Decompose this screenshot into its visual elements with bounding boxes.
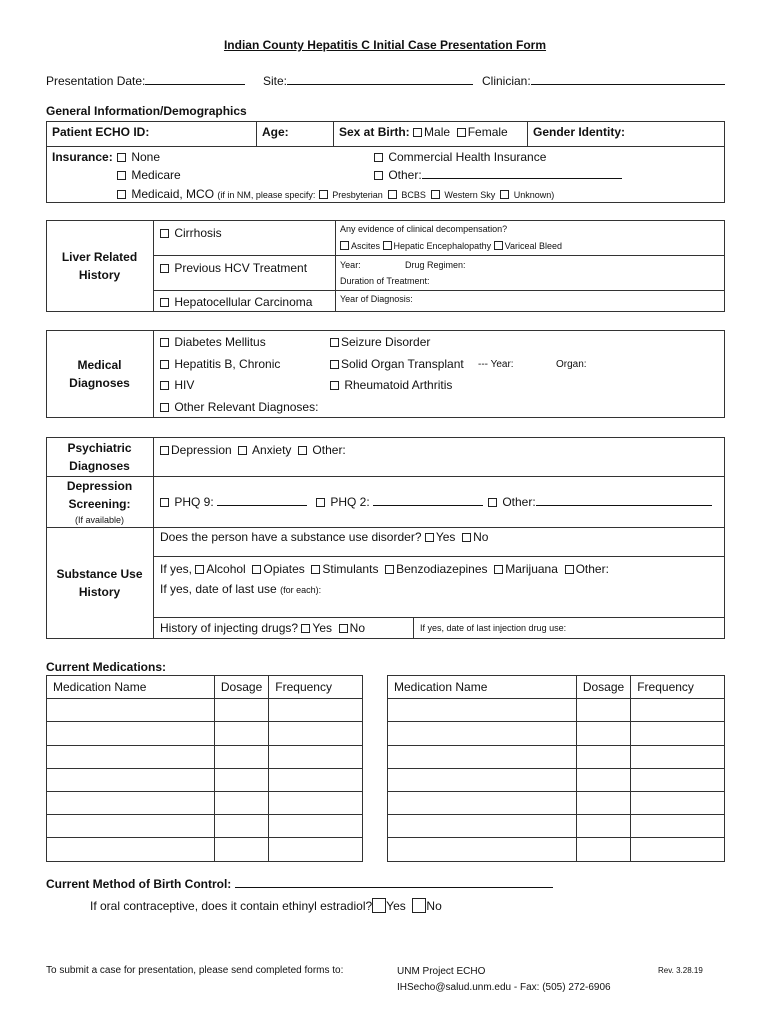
- revision-date: Rev. 3.28.19: [658, 966, 703, 975]
- ra-option[interactable]: [330, 378, 452, 392]
- hiv-label: HIV: [174, 378, 195, 392]
- screening-other-label: Other:: [502, 495, 536, 509]
- hcc-option[interactable]: [160, 295, 312, 309]
- phq2-label: PHQ 2:: [330, 495, 370, 509]
- male-label: Male: [424, 125, 451, 139]
- substance-yes-label: Yes: [435, 530, 456, 544]
- screening-label-3: (If available): [74, 515, 125, 525]
- contact-info: IHSecho@salud.unm.edu - Fax: (505) 272-6906: [397, 982, 611, 993]
- prev-hcv-checkbox[interactable]: [160, 264, 169, 273]
- seizure-option[interactable]: [330, 335, 430, 349]
- western-sky-checkbox[interactable]: [431, 190, 440, 199]
- col-frequency: Frequency: [269, 676, 363, 699]
- unknown-label: Unknown): [513, 190, 555, 200]
- other-insurance-label: Other:: [388, 168, 422, 182]
- variceal-checkbox[interactable]: [494, 241, 503, 250]
- commercial-checkbox[interactable]: [374, 153, 383, 162]
- medical-label-2: Diagnoses: [69, 376, 130, 390]
- patient-id-field[interactable]: Patient ECHO ID:: [52, 125, 150, 139]
- diabetes-option[interactable]: [160, 335, 266, 349]
- insurance-none[interactable]: [117, 150, 160, 164]
- stimulants-checkbox[interactable]: [311, 565, 320, 574]
- benzo-checkbox[interactable]: [385, 565, 394, 574]
- medications-table-left: [46, 675, 363, 862]
- cirrhosis-checkbox[interactable]: [160, 229, 169, 238]
- ascites-label: Ascites: [351, 241, 381, 251]
- seizure-label: Seizure Disorder: [341, 335, 431, 349]
- phq2-checkbox[interactable]: [316, 498, 325, 507]
- col-frequency: Frequency: [631, 676, 725, 699]
- opiates-checkbox[interactable]: [252, 565, 261, 574]
- none-checkbox[interactable]: [117, 153, 126, 162]
- substance-label-2: History: [78, 585, 121, 599]
- other-dx-checkbox[interactable]: [160, 403, 169, 412]
- insurance-commercial[interactable]: [374, 150, 546, 164]
- psych-label-2: Diagnoses: [69, 459, 130, 473]
- screening-label-1: Depression: [66, 479, 133, 493]
- table-row[interactable]: [47, 722, 363, 745]
- commercial-label: Commercial Health Insurance: [388, 150, 547, 164]
- date-last-use-field[interactable]: [160, 582, 321, 596]
- medicaid-checkbox[interactable]: [117, 190, 126, 199]
- substance-label-1: Substance Use: [56, 567, 143, 581]
- seizure-checkbox[interactable]: [330, 338, 339, 347]
- medicare-checkbox[interactable]: [117, 171, 126, 180]
- injection-date-field[interactable]: If yes, date of last injection drug use:: [420, 623, 567, 633]
- table-header-row: [388, 676, 725, 699]
- phq9-field[interactable]: [160, 495, 307, 509]
- transplant-year-field[interactable]: --- Year:: [478, 359, 514, 370]
- other-insurance-checkbox[interactable]: [374, 171, 383, 180]
- table-row[interactable]: [388, 722, 725, 745]
- year-of-diagnosis-field[interactable]: Year of Diagnosis:: [340, 294, 413, 304]
- inject-yes-label: Yes: [312, 621, 332, 635]
- injecting-drugs-question: [160, 621, 365, 635]
- table-row[interactable]: [47, 699, 363, 722]
- liver-label-1: Liver Related: [61, 250, 138, 264]
- general-info-heading: General Information/Demographics: [46, 104, 247, 118]
- table-row[interactable]: [47, 838, 363, 861]
- insurance-medicare[interactable]: [117, 168, 181, 182]
- benzo-label: Benzodiazepines: [396, 562, 488, 576]
- estradiol-no-label: No: [426, 899, 442, 913]
- cirrhosis-option[interactable]: [160, 226, 222, 240]
- depression-label: Depression: [171, 443, 232, 457]
- hcc-label: Hepatocellular Carcinoma: [174, 295, 313, 309]
- insurance-medicaid[interactable]: [117, 187, 554, 201]
- screening-label-2: Screening:: [68, 497, 131, 511]
- phq9-checkbox[interactable]: [160, 498, 169, 507]
- medicaid-label: Medicaid, MCO: [131, 187, 215, 201]
- table-row[interactable]: [47, 745, 363, 768]
- substance-disorder-question: [160, 530, 488, 544]
- anxiety-checkbox[interactable]: [238, 446, 247, 455]
- psych-options: [160, 443, 346, 457]
- alcohol-checkbox[interactable]: [195, 565, 204, 574]
- bcbs-checkbox[interactable]: [388, 190, 397, 199]
- female-label: Female: [467, 125, 508, 139]
- estradiol-yes-checkbox[interactable]: [372, 898, 386, 913]
- ascites-checkbox[interactable]: [340, 241, 349, 250]
- substance-other-checkbox[interactable]: [565, 565, 574, 574]
- clinician-field[interactable]: [482, 74, 725, 88]
- western-sky-label: Western Sky: [444, 190, 496, 200]
- sex-at-birth: [339, 125, 508, 139]
- table-row[interactable]: [388, 815, 725, 838]
- decompensation-question: Any evidence of clinical decompensation?: [340, 224, 508, 234]
- submit-instructions: To submit a case for presentation, please send completed forms to:: [46, 965, 344, 976]
- prev-hcv-label: Previous HCV Treatment: [174, 261, 308, 275]
- table-row[interactable]: [47, 791, 363, 814]
- other-dx-label: Other Relevant Diagnoses:: [174, 400, 319, 414]
- table-row[interactable]: [388, 838, 725, 861]
- hiv-option[interactable]: [160, 378, 194, 392]
- medicare-label: Medicare: [131, 168, 181, 182]
- transplant-checkbox[interactable]: [330, 360, 339, 369]
- col-dosage: Dosage: [576, 676, 630, 699]
- estradiol-question-label: If oral contraceptive, does it contain ethinyl estradiol?: [90, 899, 373, 913]
- nm-note: (if in NM, please specify:: [217, 190, 316, 200]
- phq9-label: PHQ 9:: [174, 495, 214, 509]
- org-name: UNM Project ECHO: [397, 966, 486, 977]
- hepb-label: Hepatitis B, Chronic: [174, 357, 281, 371]
- hcc-checkbox[interactable]: [160, 298, 169, 307]
- psych-label-1: Psychiatric: [67, 441, 132, 455]
- transplant-label: Solid Organ Transplant: [341, 357, 464, 371]
- diabetes-checkbox[interactable]: [160, 338, 169, 347]
- estradiol-yes-label: Yes: [386, 899, 406, 913]
- table-header-row: [47, 676, 363, 699]
- opiates-label: Opiates: [263, 562, 305, 576]
- presentation-date-field[interactable]: [46, 74, 245, 88]
- marijuana-checkbox[interactable]: [494, 565, 503, 574]
- site-field[interactable]: [263, 74, 473, 88]
- psych-other-checkbox[interactable]: [298, 446, 307, 455]
- medications-heading: Current Medications:: [46, 660, 167, 674]
- estradiol-no-checkbox[interactable]: [412, 898, 426, 913]
- female-checkbox[interactable]: [457, 128, 466, 137]
- clinician-label: Clinician:: [482, 74, 531, 88]
- birth-control-label: Current Method of Birth Control:: [46, 877, 232, 891]
- drug-regimen-field[interactable]: Drug Regimen:: [405, 260, 466, 270]
- prev-hcv-option[interactable]: [160, 261, 307, 275]
- other-dx-option[interactable]: [160, 400, 318, 414]
- substance-other-label: Other:: [575, 562, 609, 576]
- treatment-duration-field[interactable]: Duration of Treatment:: [340, 276, 430, 286]
- alcohol-label: Alcohol: [206, 562, 246, 576]
- if-yes-label: If yes,: [160, 562, 193, 576]
- psych-other-label: Other:: [312, 443, 346, 457]
- treatment-year-field[interactable]: Year:: [340, 260, 361, 270]
- cirrhosis-label: Cirrhosis: [174, 226, 222, 240]
- gender-identity-field[interactable]: Gender Identity:: [533, 125, 626, 139]
- table-row[interactable]: [388, 768, 725, 791]
- inject-question-label: History of injecting drugs?: [160, 621, 299, 635]
- hepb-checkbox[interactable]: [160, 360, 169, 369]
- birth-control-field[interactable]: [46, 877, 553, 891]
- substance-types: [160, 562, 609, 576]
- depression-checkbox[interactable]: [160, 446, 169, 455]
- medical-label-1: Medical: [77, 358, 122, 372]
- encephalopathy-checkbox[interactable]: [383, 241, 392, 250]
- presbyterian-label: Presbyterian: [332, 190, 383, 200]
- col-medication-name: Medication Name: [388, 676, 577, 699]
- male-checkbox[interactable]: [413, 128, 422, 137]
- diabetes-label: Diabetes Mellitus: [174, 335, 266, 349]
- unknown-checkbox[interactable]: [500, 190, 509, 199]
- inject-no-label: No: [349, 621, 366, 635]
- col-dosage: Dosage: [214, 676, 268, 699]
- ra-checkbox[interactable]: [330, 381, 339, 390]
- site-label: Site:: [263, 74, 288, 88]
- table-row[interactable]: [47, 815, 363, 838]
- for-each-note: (for each):: [280, 585, 322, 595]
- bcbs-label: BCBS: [401, 190, 426, 200]
- variceal-label: Variceal Bleed: [504, 241, 562, 251]
- substance-no-checkbox[interactable]: [462, 533, 471, 542]
- anxiety-label: Anxiety: [252, 443, 292, 457]
- table-row[interactable]: [388, 699, 725, 722]
- col-medication-name: Medication Name: [47, 676, 215, 699]
- date-last-use-label: If yes, date of last use: [160, 582, 277, 596]
- substance-yes-checkbox[interactable]: [425, 533, 434, 542]
- sex-label: Sex at Birth:: [339, 125, 410, 139]
- ra-label: Rheumatoid Arthritis: [344, 378, 453, 392]
- inject-no-checkbox[interactable]: [339, 624, 348, 633]
- hepb-option[interactable]: [160, 357, 280, 371]
- inject-yes-checkbox[interactable]: [301, 624, 310, 633]
- transplant-organ-field[interactable]: Organ:: [556, 359, 587, 370]
- table-row[interactable]: [388, 745, 725, 768]
- stimulants-label: Stimulants: [322, 562, 379, 576]
- none-label: None: [131, 150, 161, 164]
- age-field[interactable]: Age:: [262, 125, 289, 139]
- marijuana-label: Marijuana: [505, 562, 558, 576]
- screening-other-checkbox[interactable]: [488, 498, 497, 507]
- insurance-label: Insurance:: [52, 150, 113, 164]
- hiv-checkbox[interactable]: [160, 381, 169, 390]
- form-title: Indian County Hepatitis C Initial Case Presentation Form: [223, 38, 547, 52]
- transplant-option[interactable]: [330, 357, 464, 371]
- presentation-date-label: Presentation Date:: [46, 74, 146, 88]
- decompensation-options: [340, 241, 562, 251]
- table-row[interactable]: [47, 768, 363, 791]
- medications-table-right: [387, 675, 725, 862]
- screening-other-field[interactable]: [488, 495, 712, 509]
- liver-label-2: History: [78, 268, 121, 282]
- presbyterian-checkbox[interactable]: [319, 190, 328, 199]
- table-row[interactable]: [388, 791, 725, 814]
- substance-no-label: No: [473, 530, 489, 544]
- ethinyl-estradiol-question: [90, 898, 442, 913]
- insurance-other[interactable]: [374, 168, 622, 182]
- encephalopathy-label: Hepatic Encephalopathy: [393, 241, 492, 251]
- phq2-field[interactable]: [316, 495, 483, 509]
- substance-question-label: Does the person have a substance use disorder?: [160, 530, 422, 544]
